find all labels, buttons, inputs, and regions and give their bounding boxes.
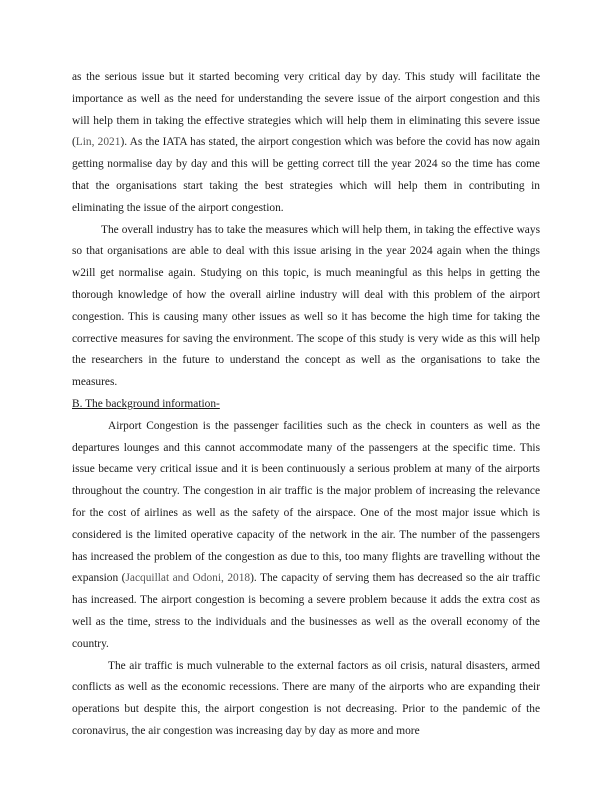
section-heading-background: B. The background information- bbox=[72, 397, 220, 410]
paragraph-text: The air traffic is much vulnerable to the external factors as oil crisis, natural disasters, armed conflicts as well as the economic recessions. There are many of the airports who are expanding their operations but despite this, the airport congestion is not decreasing. Prior to the pandemic of the coronavirus, the air congestion was increasing day by day as more and more bbox=[72, 659, 540, 737]
paragraph-study-importance bbox=[72, 67, 540, 220]
paragraph-external-factors bbox=[72, 656, 540, 743]
paragraph-text: ). The capacity of serving them has decreased so the air traffic has increased. The airport congestion is becoming a severe problem because it adds the extra cost as well as the time, stress to the individuals and the businesses as well as the overall economy of the country. bbox=[72, 572, 540, 650]
paragraph-industry-measures bbox=[72, 220, 540, 394]
document-page bbox=[72, 67, 540, 743]
citation-lin-2021: Lin, 2021 bbox=[75, 136, 121, 149]
citation-jacquillat-odoni-2018: Jacquillat and Odoni, 2018 bbox=[125, 572, 251, 585]
paragraph-text: ). As the IATA has stated, the airport congestion which was before the covid has now again getting normalise day by day and this will be getting correct till the year 2024 so the time has come that the organisations start taking the best strategies which will help them in contributing in eliminating the issue of the airport congestion. bbox=[72, 136, 540, 214]
paragraph-text: as the serious issue but it started becoming very critical day by day. This study will facilitate the importance as well as the need for understanding the severe issue of the airport congestion and this will help them in taking the effective strategies which will help them in eliminating this severe issue ( bbox=[72, 71, 540, 149]
paragraph-text: Airport Congestion is the passenger facilities such as the check in counters as well as the departures lounges and this cannot accommodate many of the passengers at the specific time. This issue became very critical issue and it is been continuously a serious problem at many of the airports throughout the country. The congestion in air traffic is the major problem of increasing the relevance for the cost of airlines as well as the safety of the airspace. One of the most major issue which is considered is the limited operative capacity of the network in the air. The number of the passengers has increased the problem of the congestion as due to this, too many flights are travelling without the expansion ( bbox=[72, 419, 540, 585]
paragraph-text: The overall industry has to take the measures which will help them, in taking the effective ways so that organisations are able to deal with this issue arising in the year 2024 again when the things w2ill get normalise again. Studying on this topic, is much meaningful as this helps in getting the thorough knowledge of how the overall airline industry will deal with this problem of the airport congestion. This is causing many other issues as well so it has become the high time for taking the corrective measures for saving the environment. The scope of this study is very wide as this will help the researchers in the future to understand the concept as well as the organisations to take the measures. bbox=[72, 223, 540, 389]
paragraph-airport-congestion bbox=[72, 416, 540, 656]
